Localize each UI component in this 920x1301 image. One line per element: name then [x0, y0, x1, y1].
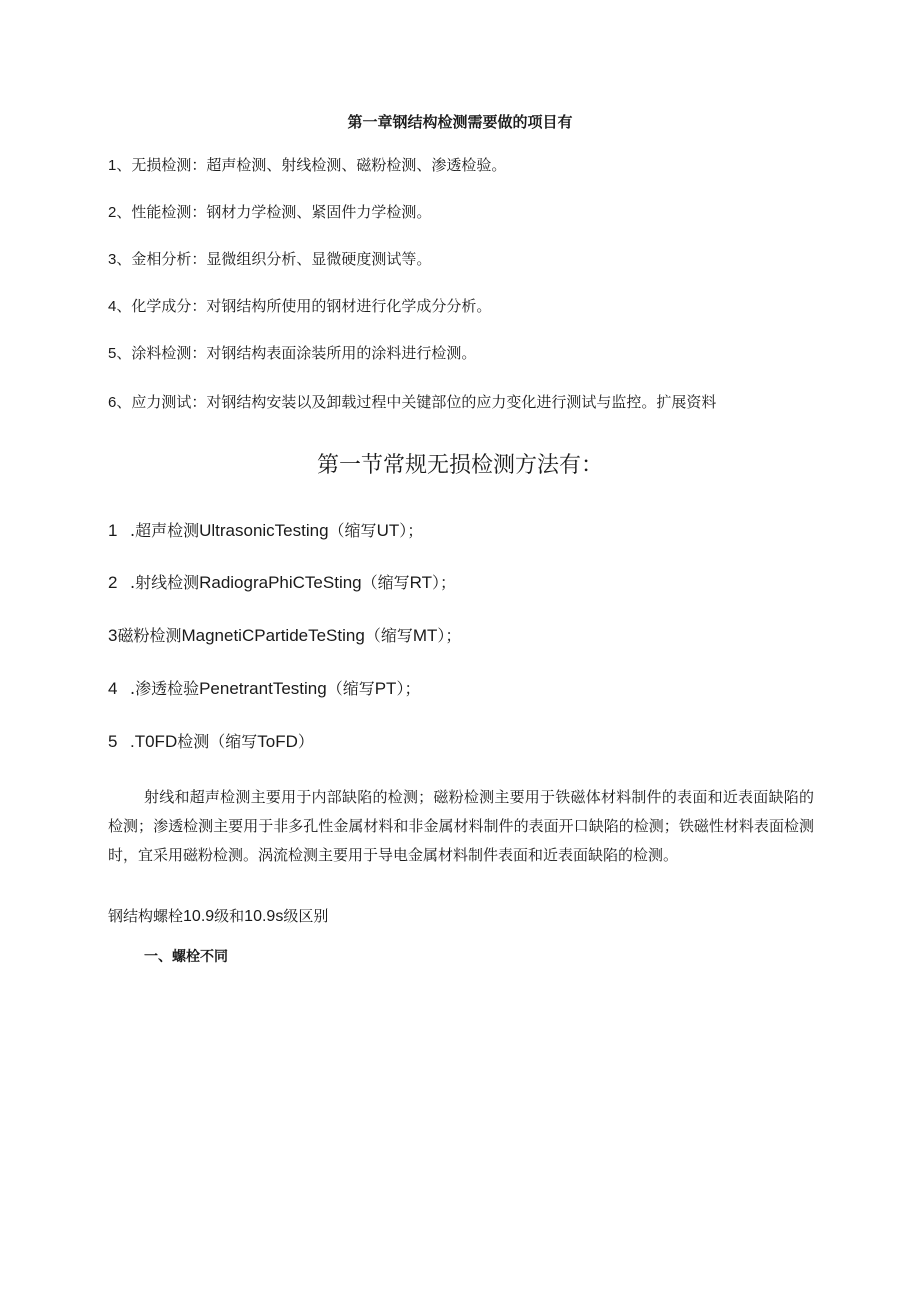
item-number: 6 [108, 394, 117, 411]
method-prefix: 磁粉检测 [117, 626, 182, 645]
abbr-open: （缩写 [361, 573, 410, 592]
method-number: 5 [108, 732, 118, 751]
abbr-open: （缩写 [364, 626, 413, 645]
chapter-title: 第一章钢结构检测需要做的项目有 [347, 113, 573, 131]
item-text: 、无损检测：超声检测、射线检测、磁粉检测、渗透检验。 [116, 156, 507, 174]
item-number: 5 [108, 345, 117, 362]
method-item [108, 627, 461, 644]
sub-heading: 一、螺栓不同 [144, 949, 228, 965]
method-latin-name: RadiograPhiCTeSting [199, 573, 362, 592]
method-item [108, 733, 314, 750]
bolt-title-part: 钢结构螺栓 [108, 907, 184, 925]
item-text: 、性能检测：钢材力学检测、紧固件力学检测。 [116, 203, 432, 221]
abbr-close: ） [297, 732, 314, 751]
list-item [108, 395, 716, 410]
abbr-open: （缩写 [326, 679, 375, 698]
bolt-grade: 10.9 [183, 908, 215, 925]
item-number: 1 [108, 157, 117, 174]
bolt-grade: 10.9s [244, 908, 284, 925]
method-prefix: .射线检测 [130, 573, 200, 592]
list-item [108, 205, 431, 220]
method-number: 4 [108, 679, 118, 698]
item-number: 2 [108, 204, 117, 221]
method-number: 2 [108, 573, 118, 592]
abbr-open: 检测（缩写 [177, 732, 258, 751]
item-text: 、金相分析：显微组织分析、显微硬度测试等。 [116, 250, 432, 268]
method-abbreviation: UT [376, 521, 400, 540]
item-text: 、化学成分：对钢结构所使用的钢材进行化学成分分析。 [116, 297, 492, 315]
method-item [108, 574, 456, 591]
abbr-open: （缩写 [328, 521, 377, 540]
section-title: 第一节常规无损检测方法有： [316, 453, 603, 478]
bolt-title-part: 级区别 [283, 907, 329, 925]
method-abbreviation: MT [412, 626, 438, 645]
method-abbreviation: RT [409, 573, 433, 592]
list-item [108, 252, 431, 267]
method-latin-name: UltrasonicTesting [199, 521, 329, 540]
item-number: 4 [108, 298, 117, 315]
method-item [108, 680, 420, 697]
method-prefix: .渗透检验 [130, 679, 200, 698]
item-text: 、应力测试：对钢结构安装以及卸载过程中关键部位的应力变化进行测试与监控。扩展资料 [116, 393, 717, 411]
method-latin-name: PenetrantTesting [199, 679, 327, 698]
method-prefix: .超声检测 [130, 521, 200, 540]
method-abbreviation: PT [374, 679, 397, 698]
list-item [108, 346, 476, 361]
item-number: 3 [108, 251, 117, 268]
method-abbreviation: ToFD [257, 732, 298, 751]
abbr-close: ）； [437, 626, 462, 645]
method-prefix: .T0FD [130, 732, 178, 751]
bolt-title-part: 级和 [214, 907, 245, 925]
list-item [108, 299, 491, 314]
method-number: 1 [108, 521, 118, 540]
method-item [108, 522, 423, 539]
abbr-close: ）； [432, 573, 457, 592]
abbr-close: ）； [396, 679, 421, 698]
item-text: 、涂料检测：对钢结构表面涂装所用的涂料进行检测。 [116, 344, 477, 362]
bolt-title [108, 909, 328, 925]
method-number: 3 [108, 626, 118, 645]
abbr-close: ）； [399, 521, 424, 540]
list-item [108, 158, 506, 173]
body-paragraph: 射线和超声检测主要用于内部缺陷的检测；磁粉检测主要用于铁磁体材料制件的表面和近表面缺陷的检测；渗透检测主要用于非多孔性金属材料和非金属材料制件的表面开口缺陷的检测；铁磁性材料表面检测时，宜采用磁粉检测。涡流检测主要用于导电金属材料制件表面和近表面缺陷的检测。 [108, 788, 814, 864]
method-latin-name: MagnetiCPartideTeSting [181, 626, 365, 645]
